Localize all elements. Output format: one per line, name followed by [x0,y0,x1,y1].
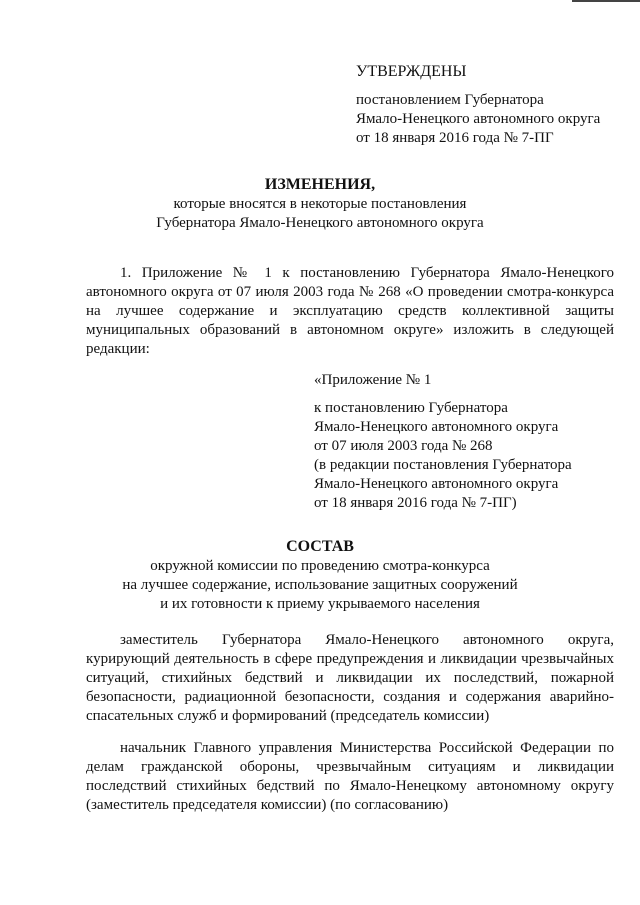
paragraph-line: на лучшее содержание и эксплуатацию средств коллективной защиты [86,303,614,319]
member-entry [86,739,614,815]
composition-subtitle-line: на лучшее содержание, использование защитных сооружений [122,577,518,593]
member-line: (заместитель председателя комиссии) (по согласованию) [86,797,449,813]
member-line: безопасности, радиационной безопасности, создания и содержания аварийно- [86,689,614,705]
member-line: спасательных служб и формирований (председатель комиссии) [86,708,490,724]
appendix-line: Ямало-Ненецкого автономного округа [314,476,559,492]
changes-subtitle-line: которые вносятся в некоторые постановления [173,196,467,212]
approval-line: Ямало-Ненецкого автономного округа [356,111,601,127]
changes-subtitle-line: Губернатора Ямало-Ненецкого автономного округа [156,215,484,231]
approval-title: УТВЕРЖДЕНЫ [356,63,467,80]
composition-subtitle-line: и их готовности к приему укрываемого населения [160,596,480,612]
appendix-line: (в редакции постановления Губернатора [314,457,572,473]
paragraph-line: автономного округа от 07 июля 2003 года № 268 «О проведении смотра-конкурса [86,284,614,300]
member-line: курирующий деятельность в сфере предупреждения и ликвидации чрезвычайных [86,651,614,667]
paragraph-line: редакции: [86,341,150,357]
member-line: заместитель Губернатора Ямало-Ненецкого автономного округа, [120,632,614,648]
top-edge-line [572,0,640,2]
paragraph-line: муниципальных образований в автономном округе» изложить в следующей [86,322,614,338]
member-line: ситуаций, стихийных бедствий и ликвидации их последствий, пожарной [86,670,614,686]
composition-title: СОСТАВ [286,538,354,555]
appendix-line: от 07 июля 2003 года № 268 [314,438,493,454]
member-line: последствий стихийных бедствий по Ямало-Ненецкому автономному округу [86,778,614,794]
appendix-line: Ямало-Ненецкого автономного округа [314,419,559,435]
member-line: начальник Главного управления Министерства Российской Федерации по [120,740,614,756]
member-line: делам гражданской обороны, чрезвычайным ситуациям и ликвидации [86,759,614,775]
paragraph-line: 1. Приложение № 1 к постановлению Губернатора Ямало-Ненецкого [120,265,614,281]
composition-subtitle-line: окружной комиссии по проведению смотра-конкурса [150,558,490,574]
appendix-line: от 18 января 2016 года № 7-ПГ) [314,495,517,511]
member-entry [86,631,614,726]
approval-line: постановлением Губернатора [356,92,544,108]
changes-title: ИЗМЕНЕНИЯ, [264,176,376,193]
approval-line: от 18 января 2016 года № 7-ПГ [356,130,554,146]
appendix-title: «Приложение № 1 [314,372,432,388]
appendix-line: к постановлению Губернатора [314,400,508,416]
item-1-paragraph [86,264,614,359]
